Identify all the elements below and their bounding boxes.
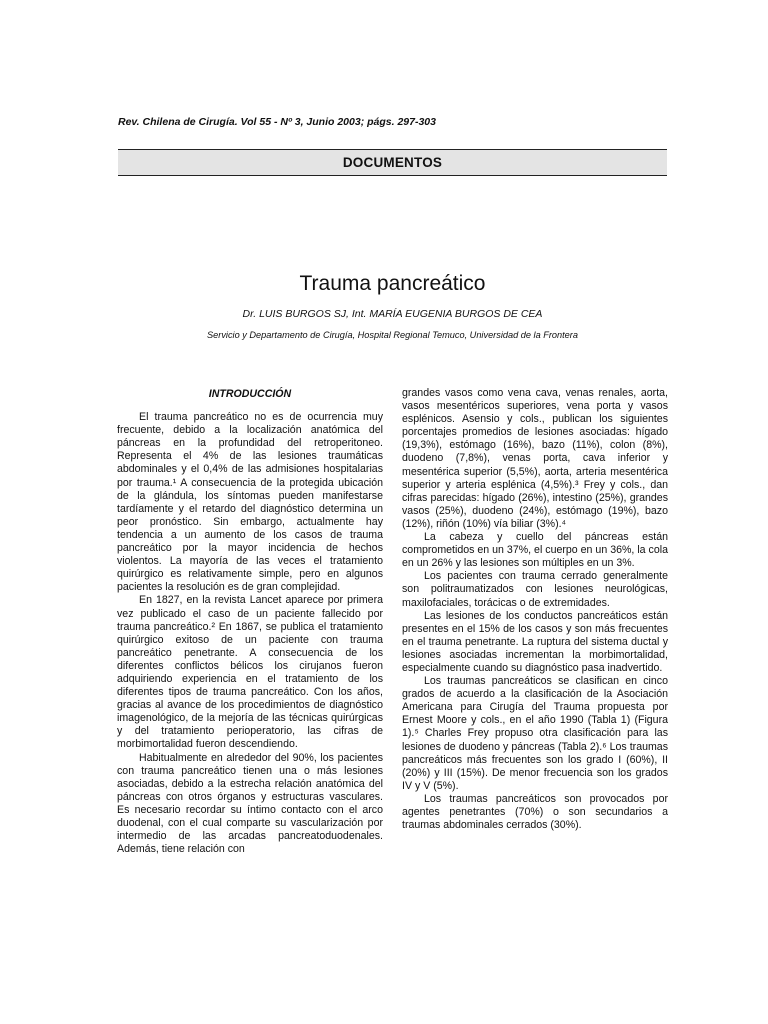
journal-citation: Rev. Chilena de Cirugía. Vol 55 - Nº 3, Junio 2003; págs. 297-303 bbox=[118, 116, 436, 128]
paragraph: El trauma pancreático no es de ocurrencia muy frecuente, debido a la localización anatómica del páncreas en la profundidad del retroperitoneo. Representa el 4% de las lesiones traumáticas abdominales y el 0,4% de las admisiones hospitalarias por trauma.¹ A consecuencia de la protegida ubicación de la glándula, los síntomas pueden manifestarse tardíamente y el retardo del diagnóstico determina un peor pronóstico. Sin embargo, actualmente hay tendencia a un aumento de los casos de trauma pancreático por la mayor incidencia de hechos violentos. La mayoría de las veces el tratamiento quirúrgico es relativamente simple, pero en algunos pacientes la resolución es de gran complejidad. bbox=[117, 411, 383, 594]
paragraph: Habitualmente en alrededor del 90%, los pacientes con trauma pancreático tienen una o más lesiones asociadas, debido a la estrecha relación anatómica del páncreas con otros órganos y estructuras vasculares. Es necesario recordar su íntimo contacto con el arco duodenal, con el cual comparte su vascularización por intermedio de las arcadas pancreatoduodenales. Además, tiene relación con bbox=[117, 751, 383, 856]
paragraph-continuation: grandes vasos como vena cava, venas renales, aorta, vasos mesentéricos superiores, vena porta y vasos esplénicos. Asensio y cols., publican los siguientes porcentajes promedios de lesiones asociadas: hígado (19,3%), estómago (16%), bazo (11%), colon (8%), duodeno (7,8%), venas porta, cava inferior y mesentérica superior (5,5%), aorta, arteria mesentérica superior y arteria esplénica (4,5%).³ Frey y cols., dan cifras parecidas: hígado (26%), intestino (25%), grandes vasos (25%), duodeno (24%), estómago (19%), bazo (12%), riñón (10%) vía biliar (3%).⁴ bbox=[402, 387, 668, 530]
section-heading-introduction: INTRODUCCIÓN bbox=[208, 388, 292, 400]
paragraph: Las lesiones de los conductos pancreáticos están presentes en el 15% de los casos y son más frecuentes en el trauma penetrante. La ruptura del sistema ductal y lesiones asociadas incrementan la morbimortalidad, especialmente cuando su diagnóstico pasa inadvertido. bbox=[402, 609, 668, 674]
paragraph: Los pacientes con trauma cerrado generalmente son politraumatizados con lesiones neurológicas, maxilofaciales, torácicas o de extremidades. bbox=[402, 570, 668, 609]
paragraph: Los traumas pancreáticos son provocados por agentes penetrantes (70%) o son secundarios a traumas abdominales cerrados (30%). bbox=[402, 792, 668, 832]
author-affiliation: Servicio y Departamento de Cirugía, Hospital Regional Temuco, Universidad de la Frontera bbox=[207, 330, 578, 340]
section-banner bbox=[118, 149, 667, 176]
left-column bbox=[117, 387, 383, 856]
section-label: DOCUMENTOS bbox=[342, 155, 443, 170]
paragraph: En 1827, en la revista Lancet aparece por primera vez publicado el caso de un paciente fallecido por trauma pancreático.² En 1867, se publica el tratamiento quirúrgico exitoso de un paciente con trauma pancreático penetrante. A consecuencia de los diferentes conflictos bélicos los cirujanos fueron adquiriendo experiencia en el tratamiento de los diferentes tipos de trauma pancreático. Con los años, gracias al avance de los procedimientos de diagnóstico imagenológico, de la mejoría de las técnicas quirúrgicas y del tratamiento perioperatorio, las cifras de morbimortalidad fueron descendiendo. bbox=[117, 594, 383, 751]
right-column bbox=[402, 387, 668, 832]
article-title: Trauma pancreático bbox=[299, 272, 486, 296]
paragraph: La cabeza y cuello del páncreas están comprometidos en un 37%, el cuerpo en un 36%, la cola en un 26% y las lesiones son múltiples en un 3%. bbox=[402, 531, 668, 570]
article-authors: Dr. LUIS BURGOS SJ, Int. MARÍA EUGENIA BURGOS DE CEA bbox=[242, 308, 543, 320]
paragraph: Los traumas pancreáticos se clasifican en cinco grados de acuerdo a la clasificación de la Asociación Americana para Cirugía del Trauma propuesta por Ernest Moore y cols., en el año 1990 (Tabla 1) (Figura 1).⁵ Charles Frey propuso otra clasificación para las lesiones de duodeno y páncreas (Tabla 2).⁶ Los traumas pancreáticos más frecuentes son los grado I (60%), II (20%) y III (15%). De menor frecuencia son los grados IV y V (5%). bbox=[402, 675, 668, 792]
